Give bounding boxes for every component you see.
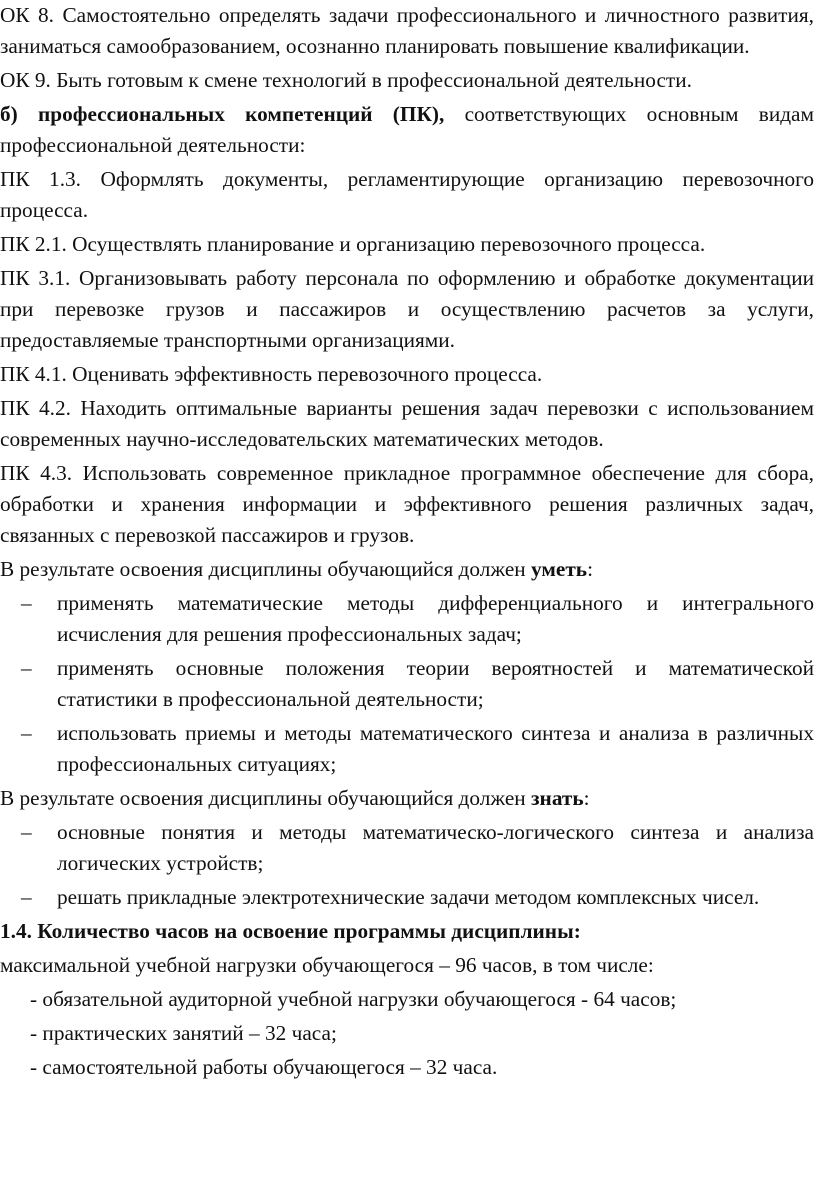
pk-4-3-paragraph: ПК 4.3. Использовать современное прикладное программное обеспечение для сбора, обработки и хранения информации и эффективного решения различных задач, связанных с перевозкой пассажиров и грузов. bbox=[0, 461, 814, 547]
dash-icon: – bbox=[21, 885, 32, 909]
list-item bbox=[0, 882, 814, 913]
hours-max-load: максимальной учебной нагрузки обучающегося – 96 часов, в том числе: bbox=[0, 953, 654, 977]
pk-heading-bold: б) профессиональных компетенций (ПК), bbox=[0, 102, 445, 126]
znat-keyword: знать bbox=[531, 786, 584, 810]
pk-4-1-paragraph: ПК 4.1. Оценивать эффективность перевозочного процесса. bbox=[0, 362, 543, 386]
pk-2-1-paragraph: ПК 2.1. Осуществлять планирование и организацию перевозочного процесса. bbox=[0, 232, 706, 256]
list-item bbox=[0, 718, 814, 780]
znat-item-text: решать прикладные электротехнические задачи методом комплексных чисел. bbox=[57, 885, 760, 909]
list-item bbox=[0, 817, 814, 879]
dash-icon: – bbox=[21, 820, 32, 844]
pk-heading-rest: соответствующих основным видам профессиональной деятельности: bbox=[0, 102, 814, 157]
list-item bbox=[0, 653, 814, 715]
umet-intro-paragraph bbox=[0, 554, 814, 585]
hours-line-practical: - практических занятий – 32 часа; bbox=[30, 1021, 337, 1045]
umet-keyword: уметь bbox=[531, 557, 588, 581]
umet-colon: : bbox=[587, 557, 593, 581]
znat-intro-paragraph bbox=[0, 783, 814, 814]
umet-item-text: использовать приемы и методы математического синтеза и анализа в различных профессиональных ситуациях; bbox=[57, 721, 814, 776]
hours-line-independent: - самостоятельной работы обучающегося – 32 часа. bbox=[30, 1055, 498, 1079]
list-item bbox=[0, 588, 814, 650]
hours-heading: 1.4. Количество часов на освоение программы дисциплины: bbox=[0, 919, 581, 943]
pk-4-2-paragraph: ПК 4.2. Находить оптимальные варианты решения задач перевозки с использованием современных научно-исследовательских математических методов. bbox=[0, 396, 814, 451]
znat-list bbox=[0, 817, 814, 913]
pk-3-1-paragraph: ПК 3.1. Организовывать работу персонала по оформлению и обработке документации при перевозке грузов и пассажиров и осуществлению расчетов за услуги, предоставляемые транспортными организациями. bbox=[0, 266, 814, 352]
pk-heading-paragraph bbox=[0, 99, 814, 161]
ok8-paragraph: ОК 8. Самостоятельно определять задачи профессионального и личностного развития, заниматься самообразованием, осознанно планировать повышение квалификации. bbox=[0, 3, 814, 58]
dash-icon: – bbox=[21, 721, 32, 745]
umet-list bbox=[0, 588, 814, 780]
hours-line-mandatory: - обязательной аудиторной учебной нагрузки обучающегося - 64 часов; bbox=[30, 987, 677, 1011]
dash-icon: – bbox=[21, 591, 32, 615]
ok9-paragraph: ОК 9. Быть готовым к смене технологий в профессиональной деятельности. bbox=[0, 68, 692, 92]
dash-icon: – bbox=[21, 656, 32, 680]
umet-item-text: применять математические методы дифференциального и интегрального исчисления для решения профессиональных задач; bbox=[57, 591, 814, 646]
znat-item-text: основные понятия и методы математическо-логического синтеза и анализа логических устройств; bbox=[57, 820, 814, 875]
umet-intro-text: В результате освоения дисциплины обучающийся должен bbox=[0, 557, 531, 581]
znat-colon: : bbox=[583, 786, 590, 810]
pk-1-3-paragraph: ПК 1.3. Оформлять документы, регламентирующие организацию перевозочного процесса. bbox=[0, 167, 814, 222]
znat-intro-text: В результате освоения дисциплины обучающийся должен bbox=[0, 786, 531, 810]
umet-item-text: применять основные положения теории вероятностей и математической статистики в профессиональной деятельности; bbox=[57, 656, 814, 711]
